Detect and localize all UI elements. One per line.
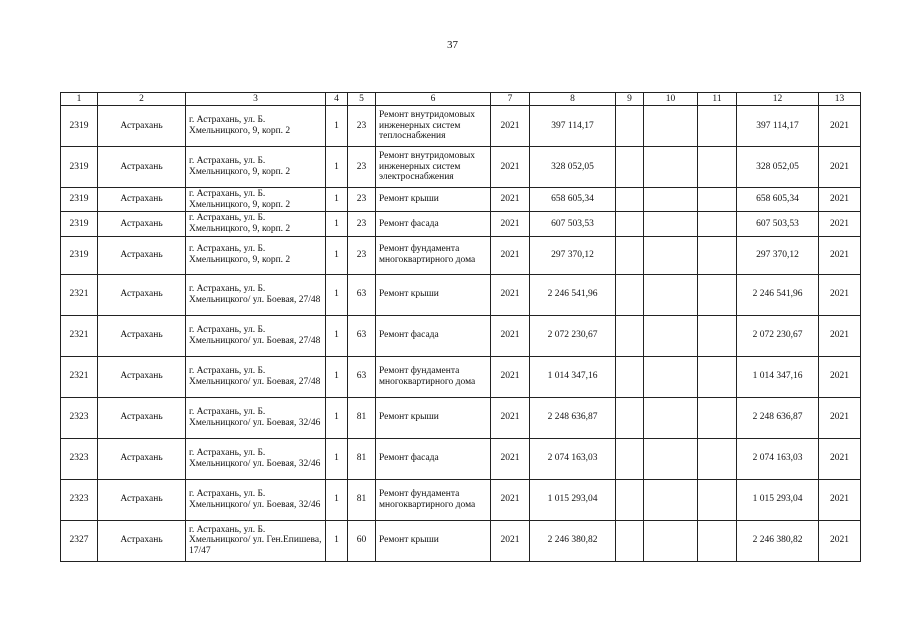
cell-col11 — [698, 188, 737, 212]
cell-col5: 63 — [348, 356, 376, 397]
cell-work-type: Ремонт фундамента многоквартирного дома — [376, 479, 491, 520]
cell-cost: 328 052,05 — [530, 147, 616, 188]
cell-end-year: 2021 — [819, 438, 861, 479]
cell-col11 — [698, 147, 737, 188]
table-row — [61, 106, 861, 147]
cell-col9 — [616, 188, 644, 212]
cell-total: 658 605,34 — [737, 188, 819, 212]
cell-total: 2 246 541,96 — [737, 274, 819, 315]
cell-year: 2021 — [491, 236, 530, 274]
cell-address: г. Астрахань, ул. Б. Хмельницкого/ ул. Боевая, 32/46 — [186, 438, 326, 479]
cell-col4: 1 — [326, 236, 348, 274]
cell-object-id: 2321 — [61, 356, 98, 397]
col-header-7: 7 — [491, 93, 530, 106]
cell-col4: 1 — [326, 438, 348, 479]
cell-col5: 60 — [348, 520, 376, 561]
cell-object-id: 2327 — [61, 520, 98, 561]
cell-col4: 1 — [326, 315, 348, 356]
cell-address: г. Астрахань, ул. Б. Хмельницкого/ ул. Боевая, 32/46 — [186, 397, 326, 438]
cell-total: 397 114,17 — [737, 106, 819, 147]
table-body — [61, 106, 861, 562]
cell-cost: 607 503,53 — [530, 212, 616, 236]
cell-col9 — [616, 236, 644, 274]
cell-work-type: Ремонт фундамента многоквартирного дома — [376, 236, 491, 274]
cell-col9 — [616, 438, 644, 479]
cell-cost: 1 014 347,16 — [530, 356, 616, 397]
cell-col11 — [698, 397, 737, 438]
cell-col4: 1 — [326, 520, 348, 561]
cell-col5: 23 — [348, 212, 376, 236]
cell-address: г. Астрахань, ул. Б. Хмельницкого/ ул. Боевая, 27/48 — [186, 315, 326, 356]
table-row — [61, 397, 861, 438]
cell-col5: 23 — [348, 147, 376, 188]
cell-year: 2021 — [491, 188, 530, 212]
cell-total: 1 015 293,04 — [737, 479, 819, 520]
cell-col10 — [644, 438, 698, 479]
col-header-1: 1 — [61, 93, 98, 106]
cell-col11 — [698, 315, 737, 356]
cell-year: 2021 — [491, 356, 530, 397]
table-row — [61, 188, 861, 212]
cell-col4: 1 — [326, 147, 348, 188]
cell-col9 — [616, 106, 644, 147]
cell-year: 2021 — [491, 106, 530, 147]
col-header-3: 3 — [186, 93, 326, 106]
table-row — [61, 438, 861, 479]
cell-cost: 2 072 230,67 — [530, 315, 616, 356]
cell-year: 2021 — [491, 438, 530, 479]
cell-col9 — [616, 147, 644, 188]
cell-object-id: 2321 — [61, 274, 98, 315]
cell-work-type: Ремонт крыши — [376, 520, 491, 561]
cell-end-year: 2021 — [819, 397, 861, 438]
cell-work-type: Ремонт фасада — [376, 438, 491, 479]
cell-end-year: 2021 — [819, 274, 861, 315]
cell-total: 2 072 230,67 — [737, 315, 819, 356]
cell-end-year: 2021 — [819, 315, 861, 356]
cell-address: г. Астрахань, ул. Б. Хмельницкого, 9, корп. 2 — [186, 212, 326, 236]
cell-work-type: Ремонт внутридомовых инженерных систем теплоснабжения — [376, 106, 491, 147]
cell-col9 — [616, 212, 644, 236]
cell-municipality: Астрахань — [98, 520, 186, 561]
cell-address: г. Астрахань, ул. Б. Хмельницкого, 9, корп. 2 — [186, 236, 326, 274]
cell-address: г. Астрахань, ул. Б. Хмельницкого/ ул. Боевая, 32/46 — [186, 479, 326, 520]
cell-municipality: Астрахань — [98, 356, 186, 397]
cell-end-year: 2021 — [819, 147, 861, 188]
cell-work-type: Ремонт крыши — [376, 188, 491, 212]
cell-address: г. Астрахань, ул. Б. Хмельницкого, 9, корп. 2 — [186, 147, 326, 188]
table-row — [61, 212, 861, 236]
cell-col9 — [616, 274, 644, 315]
cell-work-type: Ремонт внутридомовых инженерных систем электроснабжения — [376, 147, 491, 188]
cell-col11 — [698, 356, 737, 397]
cell-address: г. Астрахань, ул. Б. Хмельницкого/ ул. Боевая, 27/48 — [186, 274, 326, 315]
table-row — [61, 147, 861, 188]
cell-cost: 658 605,34 — [530, 188, 616, 212]
cell-col10 — [644, 315, 698, 356]
cell-col4: 1 — [326, 188, 348, 212]
cell-cost: 297 370,12 — [530, 236, 616, 274]
cell-municipality: Астрахань — [98, 397, 186, 438]
cell-object-id: 2319 — [61, 147, 98, 188]
col-header-9: 9 — [616, 93, 644, 106]
col-header-4: 4 — [326, 93, 348, 106]
cell-cost: 397 114,17 — [530, 106, 616, 147]
cell-work-type: Ремонт крыши — [376, 274, 491, 315]
works-table — [60, 92, 861, 562]
cell-col5: 81 — [348, 479, 376, 520]
cell-col4: 1 — [326, 397, 348, 438]
cell-col10 — [644, 520, 698, 561]
table-row — [61, 236, 861, 274]
cell-col5: 23 — [348, 106, 376, 147]
cell-work-type: Ремонт фасада — [376, 315, 491, 356]
col-header-6: 6 — [376, 93, 491, 106]
cell-col5: 63 — [348, 315, 376, 356]
cell-object-id: 2319 — [61, 212, 98, 236]
cell-object-id: 2323 — [61, 438, 98, 479]
cell-object-id: 2319 — [61, 106, 98, 147]
cell-cost: 2 246 380,82 — [530, 520, 616, 561]
cell-col11 — [698, 236, 737, 274]
cell-municipality: Астрахань — [98, 274, 186, 315]
cell-total: 2 248 636,87 — [737, 397, 819, 438]
cell-work-type: Ремонт фундамента многоквартирного дома — [376, 356, 491, 397]
cell-cost: 1 015 293,04 — [530, 479, 616, 520]
cell-object-id: 2319 — [61, 188, 98, 212]
cell-year: 2021 — [491, 212, 530, 236]
cell-total: 607 503,53 — [737, 212, 819, 236]
cell-col10 — [644, 147, 698, 188]
cell-year: 2021 — [491, 147, 530, 188]
cell-municipality: Астрахань — [98, 106, 186, 147]
cell-col11 — [698, 274, 737, 315]
cell-col9 — [616, 356, 644, 397]
col-header-5: 5 — [348, 93, 376, 106]
cell-col5: 63 — [348, 274, 376, 315]
cell-address: г. Астрахань, ул. Б. Хмельницкого, 9, корп. 2 — [186, 188, 326, 212]
page-number: 37 — [447, 39, 458, 51]
cell-total: 2 246 380,82 — [737, 520, 819, 561]
cell-year: 2021 — [491, 274, 530, 315]
cell-address: г. Астрахань, ул. Б. Хмельницкого/ ул. Ген.Епишева, 17/47 — [186, 520, 326, 561]
cell-end-year: 2021 — [819, 479, 861, 520]
cell-end-year: 2021 — [819, 212, 861, 236]
cell-end-year: 2021 — [819, 356, 861, 397]
cell-col9 — [616, 315, 644, 356]
cell-year: 2021 — [491, 479, 530, 520]
cell-col4: 1 — [326, 106, 348, 147]
cell-col11 — [698, 212, 737, 236]
cell-object-id: 2319 — [61, 236, 98, 274]
col-header-8: 8 — [530, 93, 616, 106]
cell-col4: 1 — [326, 212, 348, 236]
col-header-12: 12 — [737, 93, 819, 106]
cell-col11 — [698, 479, 737, 520]
cell-col10 — [644, 356, 698, 397]
cell-col10 — [644, 274, 698, 315]
cell-col10 — [644, 397, 698, 438]
table-row — [61, 479, 861, 520]
cell-col5: 81 — [348, 397, 376, 438]
cell-col4: 1 — [326, 479, 348, 520]
cell-end-year: 2021 — [819, 520, 861, 561]
cell-year: 2021 — [491, 520, 530, 561]
cell-end-year: 2021 — [819, 188, 861, 212]
cell-year: 2021 — [491, 397, 530, 438]
cell-year: 2021 — [491, 315, 530, 356]
col-header-13: 13 — [819, 93, 861, 106]
cell-municipality: Астрахань — [98, 147, 186, 188]
cell-col5: 81 — [348, 438, 376, 479]
cell-end-year: 2021 — [819, 236, 861, 274]
cell-col10 — [644, 212, 698, 236]
cell-col4: 1 — [326, 274, 348, 315]
cell-col11 — [698, 438, 737, 479]
cell-col10 — [644, 188, 698, 212]
col-header-10: 10 — [644, 93, 698, 106]
cell-col11 — [698, 106, 737, 147]
cell-object-id: 2323 — [61, 479, 98, 520]
cell-col5: 23 — [348, 236, 376, 274]
cell-object-id: 2321 — [61, 315, 98, 356]
table-row — [61, 356, 861, 397]
cell-total: 328 052,05 — [737, 147, 819, 188]
cell-col11 — [698, 520, 737, 561]
col-header-11: 11 — [698, 93, 737, 106]
cell-col9 — [616, 397, 644, 438]
cell-municipality: Астрахань — [98, 188, 186, 212]
cell-total: 297 370,12 — [737, 236, 819, 274]
cell-col9 — [616, 479, 644, 520]
cell-total: 1 014 347,16 — [737, 356, 819, 397]
cell-municipality: Астрахань — [98, 315, 186, 356]
cell-col10 — [644, 236, 698, 274]
cell-col5: 23 — [348, 188, 376, 212]
cell-col4: 1 — [326, 356, 348, 397]
cell-cost: 2 246 541,96 — [530, 274, 616, 315]
cell-col9 — [616, 520, 644, 561]
cell-cost: 2 074 163,03 — [530, 438, 616, 479]
header-row — [61, 93, 861, 106]
cell-address: г. Астрахань, ул. Б. Хмельницкого/ ул. Боевая, 27/48 — [186, 356, 326, 397]
table-row — [61, 520, 861, 561]
cell-cost: 2 248 636,87 — [530, 397, 616, 438]
cell-col10 — [644, 479, 698, 520]
cell-object-id: 2323 — [61, 397, 98, 438]
cell-municipality: Астрахань — [98, 212, 186, 236]
cell-total: 2 074 163,03 — [737, 438, 819, 479]
table-row — [61, 274, 861, 315]
cell-end-year: 2021 — [819, 106, 861, 147]
cell-work-type: Ремонт фасада — [376, 212, 491, 236]
col-header-2: 2 — [98, 93, 186, 106]
cell-col10 — [644, 106, 698, 147]
cell-work-type: Ремонт крыши — [376, 397, 491, 438]
cell-municipality: Астрахань — [98, 438, 186, 479]
table-row — [61, 315, 861, 356]
cell-address: г. Астрахань, ул. Б. Хмельницкого, 9, корп. 2 — [186, 106, 326, 147]
cell-municipality: Астрахань — [98, 236, 186, 274]
cell-municipality: Астрахань — [98, 479, 186, 520]
